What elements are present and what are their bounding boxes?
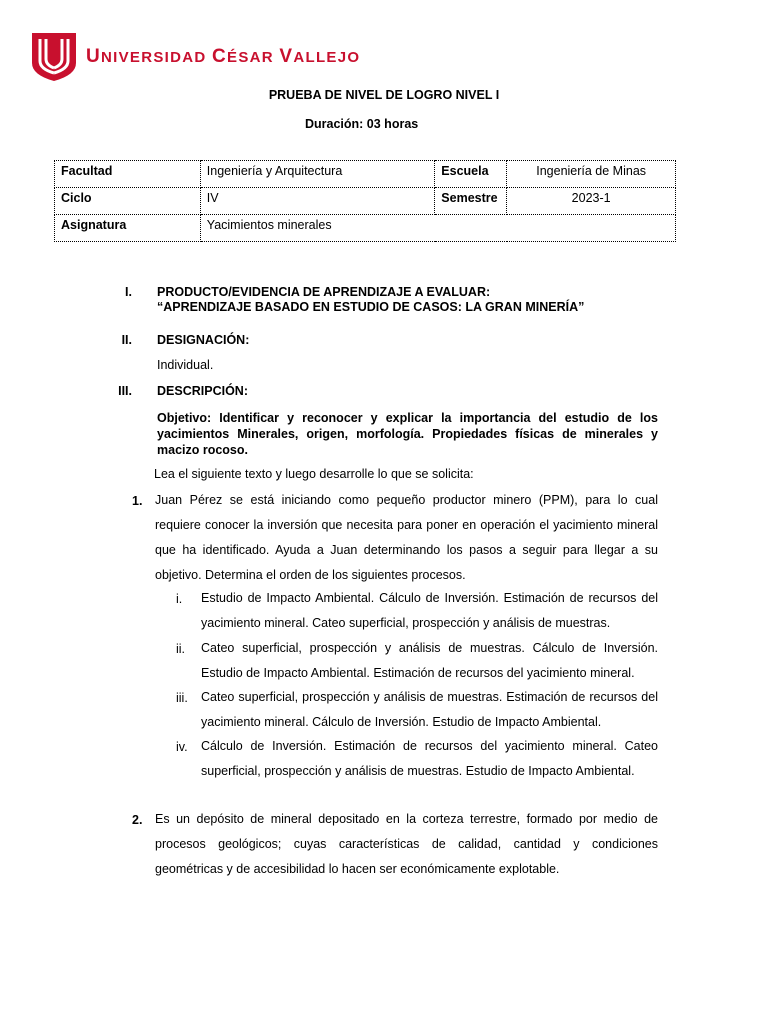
question-text: Es un depósito de mineral depositado en la corteza terrestre, formado por medio de procesos geológicos; cuyas características de calidad, cantidad y condiciones geométricas y de accesibilidad lo hacen ser económicamente explotable. <box>155 812 658 876</box>
option-number: ii. <box>176 642 186 656</box>
section-subtitle: “APRENDIZAJE BASADO EN ESTUDIO DE CASOS: LA GRAN MINERÍA” <box>157 300 585 314</box>
question-number: 1. <box>132 494 143 508</box>
option-text: Cálculo de Inversión. Estimación de recursos del yacimiento mineral. Cateo superficial, prospección y análisis de muestras. Estudio de Impacto Ambiental. <box>201 739 658 778</box>
section-number: I. <box>125 285 132 299</box>
table-cell: Semestre <box>435 188 507 215</box>
exam-duration: Duración: 03 horas <box>305 117 419 131</box>
option-number: iii. <box>176 691 188 705</box>
exam-title: PRUEBA DE NIVEL DE LOGRO NIVEL I <box>268 88 500 102</box>
section-number: III. <box>118 384 132 398</box>
objective-paragraph: Objetivo: Identificar y reconocer y explicar la importancia del estudio de los yacimientos Minerales, origen, morfología. Propiedades físicas de minerales y macizo rocoso. <box>157 411 658 457</box>
table-cell: Yacimientos minerales <box>200 215 675 242</box>
section-title: DESCRIPCIÓN: <box>157 384 248 398</box>
table-cell: Ingeniería de Minas <box>507 161 676 188</box>
instruction-text: Lea el siguiente texto y luego desarrolle lo que se solicita: <box>154 467 474 481</box>
section-title: PRODUCTO/EVIDENCIA DE APRENDIZAJE A EVALUAR: <box>157 285 491 299</box>
course-info-table <box>54 160 676 242</box>
section-title: DESIGNACIÓN: <box>157 333 250 347</box>
table-row <box>55 188 676 215</box>
table-row <box>55 161 676 188</box>
section-number: II. <box>121 333 132 347</box>
university-name: UNIVERSIDAD CÉSAR VALLEJO <box>86 46 361 67</box>
table-cell: Asignatura <box>55 215 201 242</box>
question-text: Juan Pérez se está iniciando como pequeño productor minero (PPM), para lo cual requiere conocer la inversión que necesita para poner en operación el yacimiento mineral que ha identificado. Ayuda a Juan determinando los pasos a seguir para llegar a su objetivo. Determina el orden de los siguientes procesos. <box>155 493 658 582</box>
designation-value: Individual. <box>157 358 214 372</box>
option-text: Estudio de Impacto Ambiental. Cálculo de Inversión. Estimación de recursos del yacimiento mineral. Cateo superficial, prospección y análisis de muestras. <box>201 591 658 630</box>
option-text: Cateo superficial, prospección y análisis de muestras. Cálculo de Inversión. Estudio de Impacto Ambiental. Estimación de recursos del yacimiento mineral. <box>201 641 658 680</box>
option-number: i. <box>176 592 183 606</box>
table-cell: Facultad <box>55 161 201 188</box>
option-text: Cateo superficial, prospección y análisis de muestras. Estimación de recursos del yacimiento mineral. Cálculo de Inversión. Estudio de Impacto Ambiental. <box>201 690 658 729</box>
university-logo-icon <box>32 33 76 81</box>
table-row <box>55 215 676 242</box>
question-number: 2. <box>132 813 143 827</box>
table-cell: Ingeniería y Arquitectura <box>200 161 435 188</box>
table-cell: IV <box>200 188 435 215</box>
option-number: iv. <box>176 740 188 754</box>
table-cell: 2023-1 <box>507 188 676 215</box>
table-cell: Ciclo <box>55 188 201 215</box>
table-cell: Escuela <box>435 161 507 188</box>
